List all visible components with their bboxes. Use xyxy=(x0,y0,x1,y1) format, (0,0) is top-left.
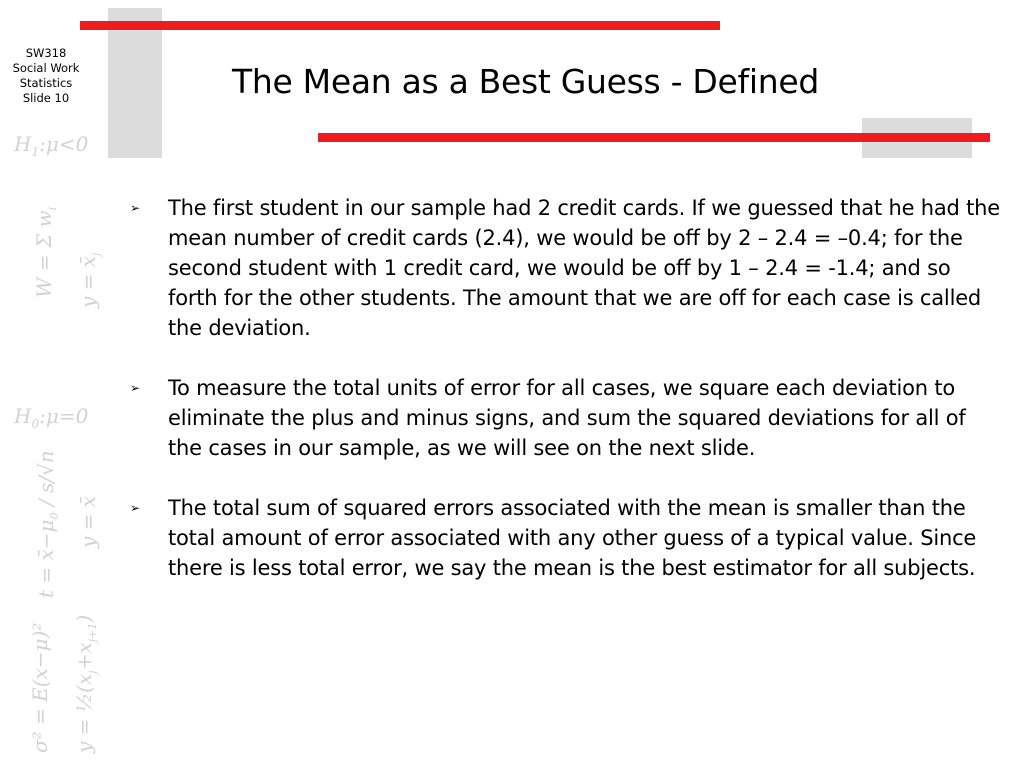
red-top-stripe xyxy=(80,21,720,30)
course-label xyxy=(4,46,88,106)
arrow-bullet-icon: ➢ xyxy=(130,381,140,395)
slide-title: The Mean as a Best Guess - Defined xyxy=(232,62,819,101)
bullet-text: To measure the total units of error for all cases, we square each deviation to eliminate the plus and minus signs, and sum the squared deviations for all of the cases in our sample, as we will see on the next slide. xyxy=(168,376,966,460)
course-label-line: SW318 xyxy=(25,46,67,60)
formula-watermark: $H_1:\mu<0$ W = Σ $w_i$ $y = x̄_j$ $H_0:\mu=0$ $t = x̄-\mu_0 / s/√n$ y = x̄ σ² = E(x−μ)² $y = \frac{1}{2}(x_j+x_{j+1})$ xyxy=(14,132,103,753)
bullet-text: The total sum of squared errors associated with the mean is smaller than the total amount of error associated with any other guess of a typical value. Since there is less total error, we say the mean is the best estimator for all subjects. xyxy=(168,496,977,580)
gray-vertical-bar xyxy=(108,8,162,158)
course-label-line: Slide 10 xyxy=(22,91,70,105)
arrow-bullet-icon: ➢ xyxy=(130,201,140,215)
bullet-item xyxy=(130,373,1000,463)
course-label-line: Social Work xyxy=(12,61,80,75)
bullet-list xyxy=(130,193,1000,613)
bullet-item xyxy=(130,193,1000,343)
red-bottom-stripe xyxy=(318,133,990,142)
bullet-item xyxy=(130,493,1000,583)
bullet-text: The first student in our sample had 2 credit cards. If we guessed that he had the mean number of credit cards (2.4), we would be off by 2 – 2.4 = –0.4; for the second student with 1 credit card, we would be off by 1 – 2.4 = -1.4; and so forth for the other students. The amount that we are off for each case is called the deviation. xyxy=(168,196,1001,340)
course-label-line: Statistics xyxy=(19,76,73,90)
arrow-bullet-icon: ➢ xyxy=(130,501,140,515)
